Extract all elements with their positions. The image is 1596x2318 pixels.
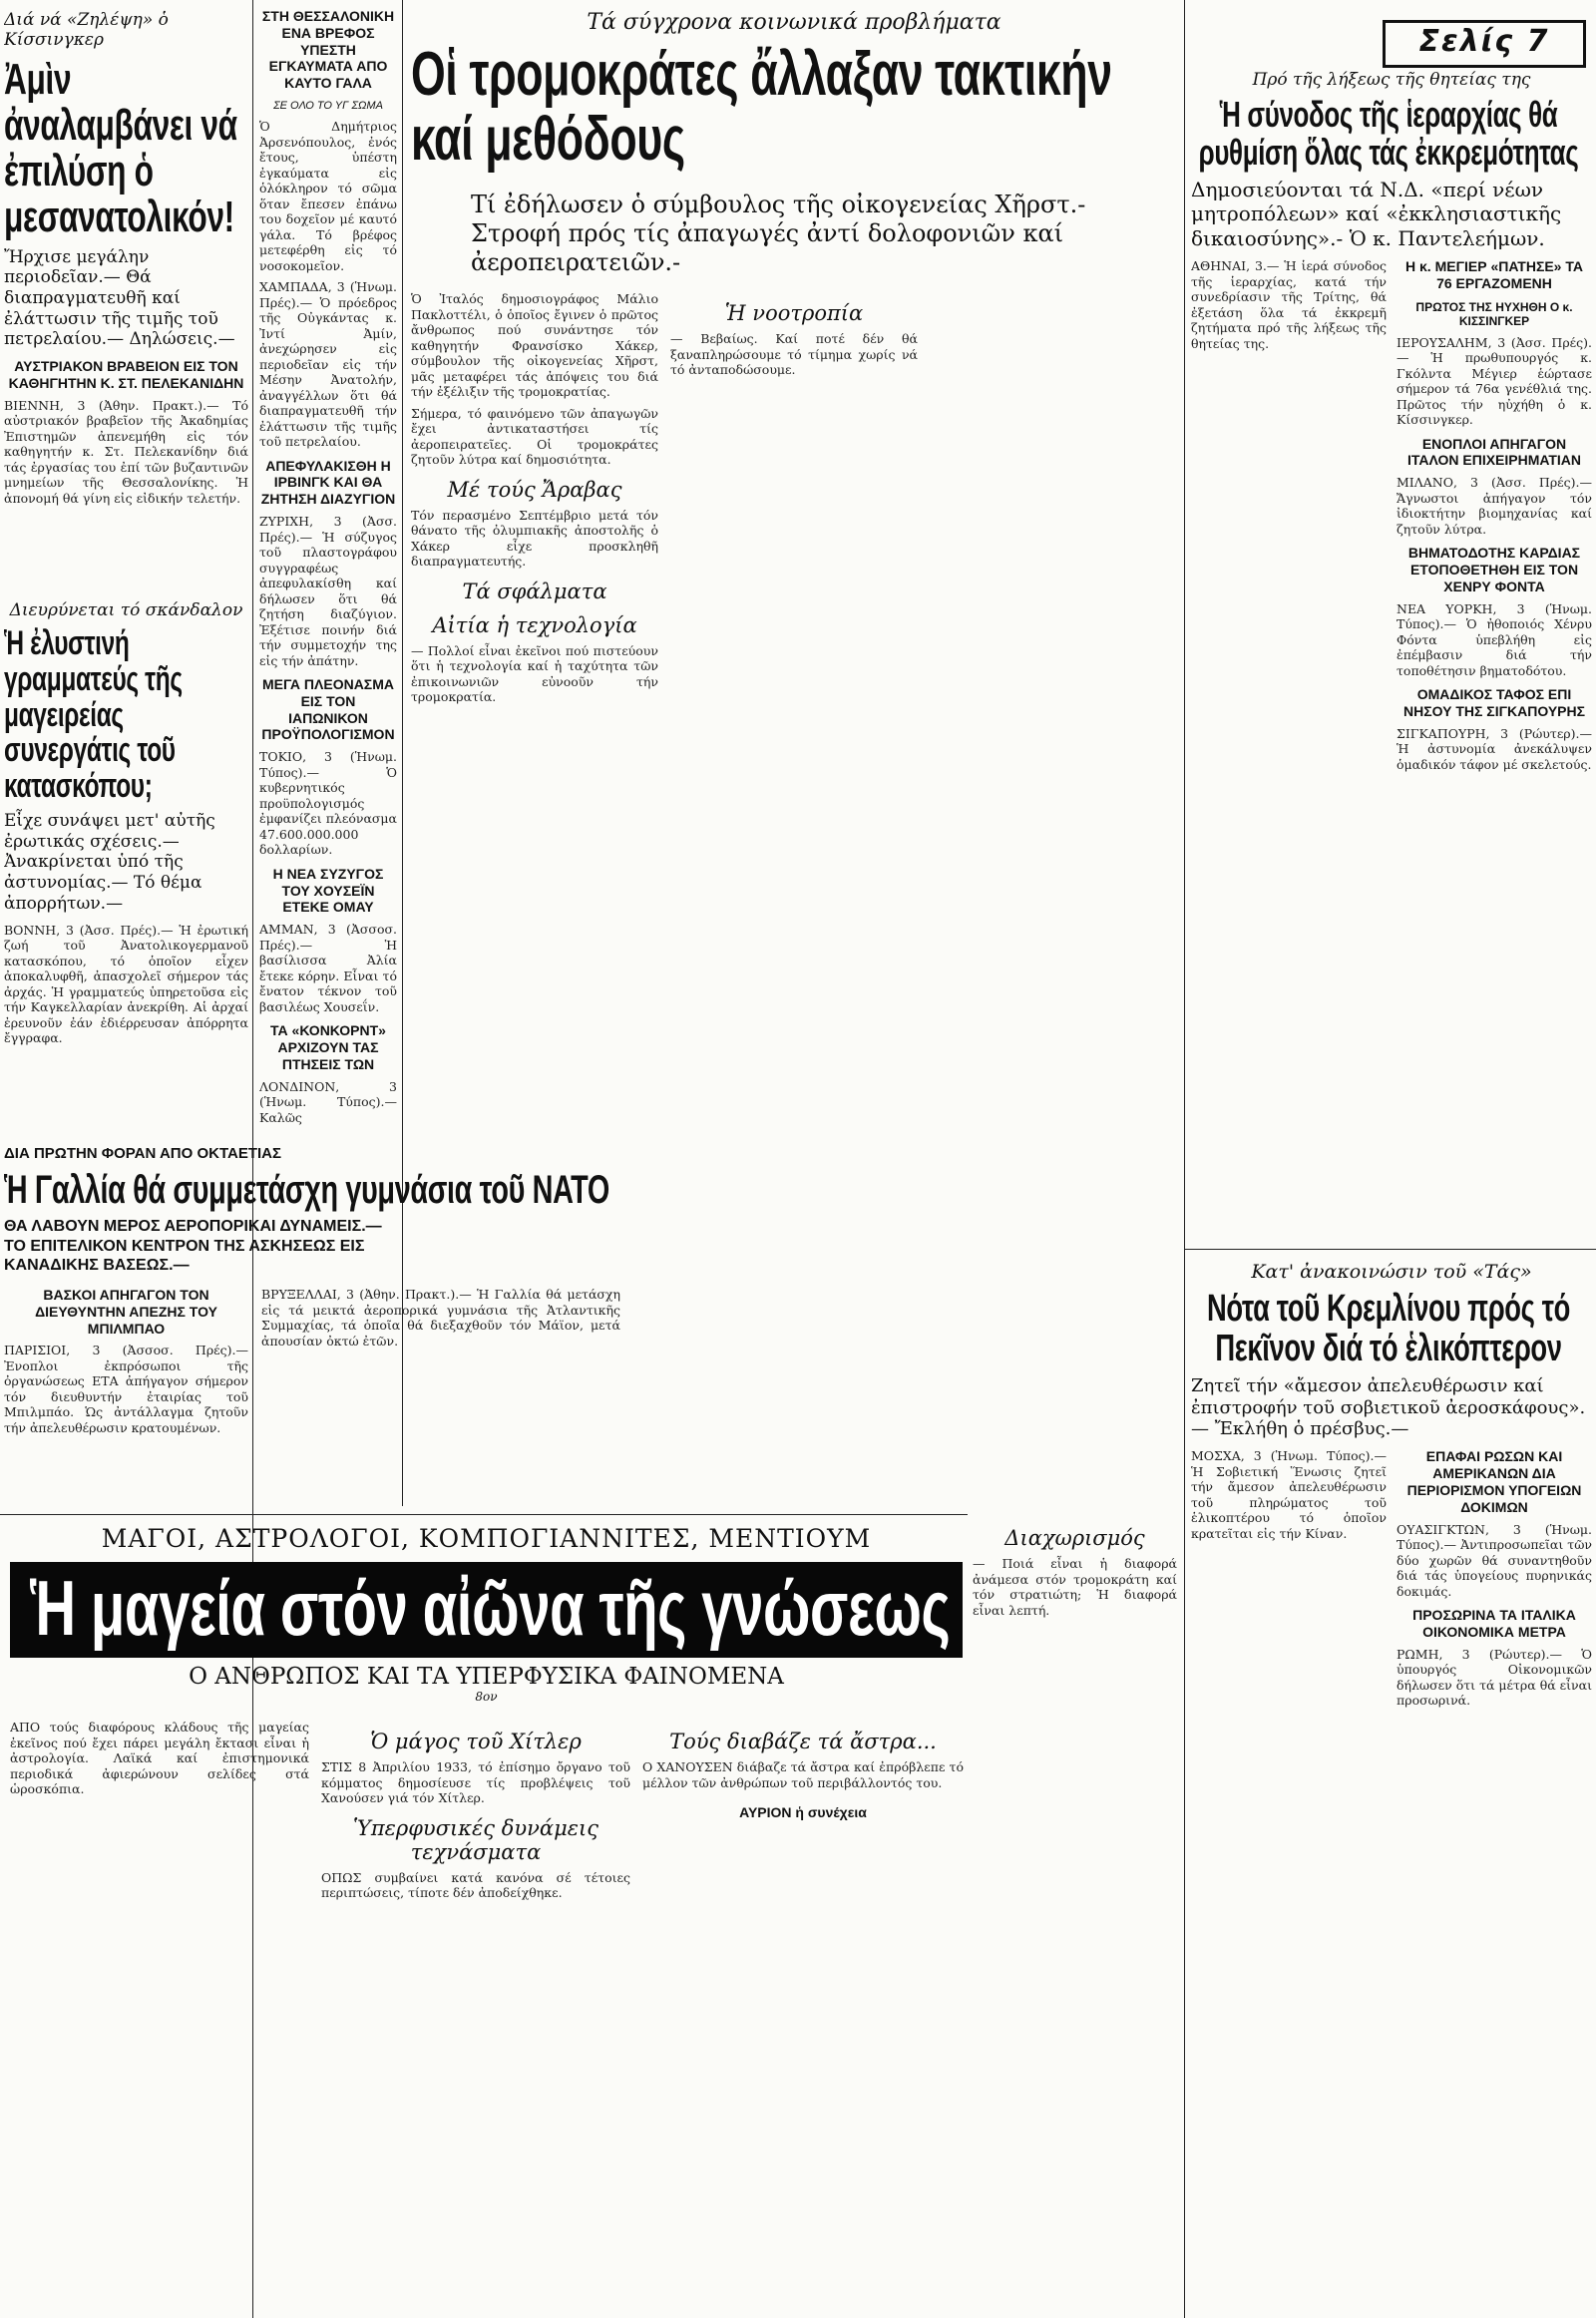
brief-head-4: Η ΝΕΑ ΣΥΖΥΓΟΣ ΤΟΥ ΧΟΥΣΕΪΝ ΕΤΕΚΕ ΟΜΑΥ (272, 865, 384, 916)
magic-sec-hitler: Ὁ μάγος τοῦ Χίτλερ (370, 1730, 582, 1753)
brief-head-3: ΜΕΓΑ ΠΛΕΟΝΑΣΜΑ ΕΙΣ ΤΟΝ ΙΑΠΩΝΙΚΟΝ ΠΡΟΫΠΟΛΟΓΙΣΜΟΝ (261, 676, 395, 743)
fonda-body: ΝΕΑ ΥΟΡΚΗ, 3 (Ἡνωμ. Τύπος).— Ὁ ἠθοποιός Χένρυ Φόντα ὑπεβλήθη εἰς ἐπέμβασιν διά τήν τοποθέτησιν βηματοδότου. (1396, 600, 1592, 678)
terror-body-c: Τόν περασμένο Σεπτέμβριο μετά τόν θάνατο τῆς ὀλυμπιακῆς ἀποστολῆς ὁ Χάκερ εἶχε προσκληθῆ διαπραγματευτής. (411, 507, 658, 570)
singapore-body: ΣΙΓΚΑΠΟΥΡΗ, 3 (Ρώυτερ).— Ἡ ἀστυνομία ἀνεκάλυψεν ὁμαδικόν τάφον μέ σκελετούς. (1396, 725, 1592, 772)
brief-body-2: ΧΑΜΠΑΔΑ, 3 (Ἡνωμ. Πρές).— Ὁ πρόεδρος τῆς Οὐγκάντας κ. Ἰντί Ἀμίν, ἀνεχώρησεν εἰς περιοδεῖαν εἰς τήν Μέσην Ἀνατολήν, ἀναγγέλλων ὅτι θά διαπραγματευθῆ τήν ἐλάττωσιν τῆς τιμῆς τοῦ πετρελαίου. (259, 279, 397, 450)
brief-body-6: ΛΟΝΔΙΝΟΝ, 3 (Ἡνωμ. Τύπος).— Καλῶς (259, 1078, 397, 1125)
synod-body: ΑΘΗΝΑΙ, 3.— Ἡ ἱερά σύνοδος τῆς ἱεραρχίας, κατά τήν συνεδρίασιν τῆς Τρίτης, θά ἐξετάση ὅλα τά ἐκκρεμῆ ζητήματα πρό τῆς λήξεως τῆς θητείας της. (1191, 258, 1387, 351)
terror-sec-technology: Αἰτία ἡ τεχνολογία (432, 612, 637, 637)
italy-measures-body: ΡΩΜΗ, 3 (Ρώυτερ).— Ὁ ὑπουργός Οἰκονομικῶν δήλωσεν ὅτι τά μέτρα θά εἶναι προσωρινά. (1396, 1646, 1592, 1709)
magic-sec-powers: Ὑπερφυσικές δυνάμεις τεχνάσματα (352, 1815, 599, 1864)
terror-sec-separation: Διαχωρισμός (1004, 1526, 1145, 1550)
magic-tail: ΑΥΡΙΟΝ ἡ συνέχεια (739, 1804, 867, 1820)
brief-body-3: ΖΥΡΙΧΗ, 3 (Ἀσσ. Πρές).— Ἡ σύζυγος τοῦ πλαστογράφου συγγραφέως ἀπεφυλακίσθη καί δήλωσεν ὅτι θά ζητήση διαζύγιον. Ἐξέτισε ποινήν διά τήν συμμετοχήν της εἰς τήν ἀπάτην. (259, 514, 397, 668)
nato-headline: Ἡ Γαλλία θά συμμετάσχη γυμνάσια τοῦ ΝΑΤΟ (4, 1168, 609, 1212)
kremlin-body: ΜΟΣΧΑ, 3 (Ἡνωμ. Τύπος).— Ἡ Σοβιετική Ἕνωσις ζητεῖ τήν ἄμεσον ἀπελευθέρωσιν τοῦ πληρώματος τοῦ ἑλικοπτέρου τό ὁποῖον κρατεῖται εἰς τήν Κίναν. (1191, 1448, 1387, 1541)
terror-subhead: Τί ἐδήλωσεν ὁ σύμβουλος τῆς οἰκογενείας Χῆρστ.- Στροφή πρός τίς ἀπαγωγές ἀντί δολοφονιῶν καί ἀεροπειρατειῶν.- (471, 190, 1086, 277)
magic-part: 8ον (475, 1690, 498, 1704)
meir-subhead: ΠΡΩΤΟΣ ΤΗΣ ΗΥΧΗΘΗ Ο κ. ΚΙΣΣΙΝΓΚΕΡ (1415, 299, 1573, 329)
brief-head-1: ΣΤΗ ΘΕΣΣΑΛΟΝΙΚΗ ΕΝΑ ΒΡΕΦΟΣ ΥΠΕΣΤΗ ΕΓΚΑΥΜΑΤΑ ΑΠΟ ΚΑΥΤΟ ΓΑΛΑ (261, 8, 395, 92)
terror-body-e: — Βεβαίως. Καί ποτέ δέν θά ξαναπληρώσουμε τό τίμημα χωρίς νά τό ἀνταποδώσουμε. (670, 331, 918, 378)
tests-body: ΟΥΑΣΙΓΚΤΩΝ, 3 (Ἡνωμ. Τύπος).— Ἀντιπροσωπεῖαι τῶν δύο χωρῶν θά συναντηθοῦν διά τάς ὑπογείους πυρηνικάς δοκιμάς. (1396, 1521, 1592, 1599)
kremlin-headline: Νότα τοῦ Κρεμλίνου πρός τό Πεκῖνον διά τό ἑλικόπτερον (1207, 1287, 1570, 1369)
kremlin-kicker: Κατ' ἀνακοινώσιν τοῦ «Τάς» (1251, 1261, 1532, 1283)
magic-col-1 (10, 1720, 309, 2314)
scandal-article (4, 598, 248, 1127)
tests-head: ΕΠΑΦΑΙ ΡΩΣΩΝ ΚΑΙ ΑΜΕΡΙΚΑΝΩΝ ΔΙΑ ΠΕΡΙΟΡΙΣΜΟΝ ΥΠΟΓΕΙΩΝ ΔΟΚΙΜΩΝ (1406, 1448, 1582, 1515)
meir-body: ΙΕΡΟΥΣΑΛΗΜ, 3 (Ἀσσ. Πρές).— Ἡ πρωθυπουργός κ. Γκόλντα Μέγιερ ἑώρτασε σήμερον τά 76α γενέθλιά της. Πρῶτος τήν ηὐχήθη ὁ κ. Κίσσινγκερ. (1396, 334, 1592, 428)
scandal-subhead: Εἶχε συνάψει μετ' αὐτῆς ἐρωτικάς σχέσεις.— Ἀνακρίνεται ὑπό τῆς ἀστυνομίας.— Τό θέμα ἀπορρήτων.— (4, 810, 215, 914)
magic-body-a: ΑΠΟ τούς διαφόρους κλάδους τῆς μαγείας ἐκεῖνος πού ἔχει πάρει μεγάλη ἔκτασι εἶναι ἡ ἀστρολογία. Λαϊκά καί ἐπιστημονικά περιοδικά ἀφιερώνουν σελίδες στά ὡροσκόπια. (10, 1720, 309, 1796)
brief-body-1: Ὁ Δημήτριος Ἀρσενόπουλος, ἐνός ἔτους, ὑπέστη ἐγκαύματα εἰς ὁλόκληρον τό σῶμα ὅταν ἔπεσεν ἐπάνω του δοχεῖον μέ καυτό γάλα. Τό βρέφος μετεφέρθη εἰς τό νοσοκομεῖον. (259, 119, 397, 273)
terror-sec-mentality: Ἡ νοοτροπία (724, 301, 864, 326)
terror-body-f: — Ποιά εἶναι ἡ διαφορά ἀνάμεσα στόν τρομοκράτη καί τόν στρατιώτη; Ἡ διαφορά εἶναι λεπτή. (973, 1556, 1177, 1618)
rule-2 (402, 0, 403, 1506)
magic-subline: Ο ΑΝΘΡΩΠΟΣ ΚΑΙ ΤΑ ΥΠΕΡΦΥΣΙΚΑ ΦΑΙΝΟΜΕΝΑ (189, 1664, 784, 1690)
magic-body-b: ΣΤΙΣ 8 Ἀπριλίου 1933, τό ἐπίσημο ὄργανο τοῦ κόμματος δημοσίευσε τίς προβλέψεις τοῦ Χανούσεν γιά τόν Χίτλερ. (321, 1759, 630, 1805)
nato-kicker: ΔΙΑ ΠΡΩΤΗΝ ΦΟΡΑΝ ΑΠΟ ΟΚΤΑΕΤΙΑΣ (4, 1145, 282, 1162)
fonda-head: ΒΗΜΑΤΟΔΟΤΗΣ ΚΑΡΔΙΑΣ ΕΤΟΠΟΘΕΤΗΘΗ ΕΙΣ ΤΟΝ ΧΕΝΡΥ ΦΟΝΤΑ (1407, 545, 1581, 594)
italy-kidnap-body: ΜΙΛΑΝΟ, 3 (Ἀσσ. Πρές).— Ἄγνωστοι ἀπήγαγον τόν ἰδιοκτήτην βιομηχανίας καί ζητοῦν λύτρα. (1396, 475, 1592, 537)
terror-body-d: — Πολλοί εἶναι ἐκεῖνοι πού πιστεύουν ὅτι ἡ τεχνολογία καί ἡ ταχύτητα τῶν ἐπικοινωνιῶν εὐνοοῦν τήν τρομοκρατία. (411, 642, 658, 705)
rule-3 (1184, 0, 1185, 2318)
terror-headline: Οἱ τρομοκράτες ἄλλαξαν τακτικήν καί μεθόδους (411, 40, 1112, 175)
award-body: ΒΙΕΝΝΗ, 3 (Ἀθην. Πρακτ.).— Τό αὐστριακόν βραβεῖον τῆς Ἀκαδημίας Ἐπιστημῶν ἀπενεμήθη εἰς τόν καθηγητήν κ. Στ. Πελεκανίδην διά τάς ἐργασίας του ἐπί τῶν βυζαντινῶν μνημείων τῆς Θεσσαλονίκης. Ἡ ἀπονομή θά γίνη εἰς εἰδικήν τελετήν. (4, 397, 248, 506)
synod-kicker: Πρό τῆς λήξεως τῆς θητείας της (1252, 70, 1531, 90)
rule-magic-top (0, 1514, 968, 1515)
page-label: Σελίς 7 (1383, 20, 1586, 68)
basque-head: ΒΑΣΚΟΙ ΑΠΗΓΑΓΟΝ ΤΟΝ ΔΙΕΥΘΥΝΤΗΝ ΑΠΕΖΗΣ ΤΟΥ ΜΠΙΛΜΠΑΟ (35, 1287, 217, 1337)
synod-headline: Ἡ σύνοδος τῆς ἱεραρχίας θά ρυθμίση ὅλας τάς ἐκκρεμότητας (1198, 94, 1579, 174)
magic-headline: Ἡ μαγεία στόν αἰῶνα τῆς γνώσεως (30, 1564, 951, 1652)
basque-body: ΠΑΡΙΣΙΟΙ, 3 (Ἀσσοσ. Πρές).— Ἐνοπλοι ἐκπρόσωποι τῆς ὀργανώσεως ΕΤΑ ἀπήγαγον σήμερον τόν διευθυντήν ἐταιρίας τοῦ Μπιλμπάο. Ὡς ἀντάλλαγμα ζητοῦν τήν ἀπελευθέρωσιν κρατουμένων. (4, 1343, 248, 1435)
brief-byline: ΣΕ ΟΛΟ ΤΟ ΥΓ ΣΩΜΑ (273, 99, 383, 112)
scandal-kicker: Διευρύνεται τό σκάνδαλον (9, 600, 243, 620)
brief-head-5: ΤΑ «ΚΟΝΚΟΡΝΤ» ΑΡΧΙΖΟΥΝ ΤΑΣ ΠΤΗΣΕΙΣ ΤΩΝ (270, 1022, 386, 1072)
italy-kidnap-head: ΕΝΟΠΛΟΙ ΑΠΗΓΑΓΟΝ ΙΤΑΛΟΝ ΕΠΙΧΕΙΡΗΜΑΤΙΑΝ (1407, 435, 1581, 469)
amin-article (4, 8, 248, 547)
award-head: ΑΥΣΤΡΙΑΚΟΝ ΒΡΑΒΕΙΟΝ ΕΙΣ ΤΟΝ ΚΑΘΗΓΗΤΗΝ Κ. ΣΤ. ΠΕΛΕΚΑΝΙΔΗΝ (8, 358, 244, 391)
amin-kicker: Διά νά «Ζηλέψη» ὁ Κίσσινγκερ (4, 10, 169, 51)
terror-body-b: Σήμερα, τό φαινόμενο τῶν ἀπαγωγῶν ἔχει ἀντικαταστήσει τίς ἀεροπειρατεῖες. Οἱ τρομοκράτες ζητοῦν λύτρα καί δημοσιότητα. (411, 405, 658, 468)
terror-kicker: Τά σύγχρονα κοινωνικά προβλήματα (587, 10, 1001, 35)
synod-article (1191, 68, 1592, 1245)
brief-head-2: ΑΠΕΦΥΛΑΚΙΣΘΗ Η ΙΡΒΙΝΓΚ ΚΑΙ ΘΑ ΖΗΤΗΣΗ ΔΙΑΖΥΓΙΟΝ (260, 457, 396, 508)
magic-body-c: ΟΠΩΣ συμβαίνει κατά κανόνα σέ τέτοιες περιπτώσεις, τίποτε δέν ἀποδείχθηκε. (321, 1869, 630, 1900)
rule-kremlin-top (1185, 1249, 1596, 1250)
scandal-body: ΒΟΝΝΗ, 3 (Ἀσσ. Πρές).— Ἡ ἐρωτική ζωή τοῦ Ἀνατολικογερμανοῦ κατασκόπου, τό ὁποῖον εἶχεν ἀποκαλυφθῆ, ἀπασχολεῖ σήμερον τάς ἀρχάς. Ἡ γραμματεύς ὑπηρετοῦσα εἰς τήν Καγκελλαρίαν ἀνεκρίθη. Αἱ ἀρχαί ἐρευνοῦν ἐάν ἐδιέρρευσαν ἀπόρρητα ἔγγραφα. (4, 922, 248, 1045)
terror-sec-mistakes: Τά σφάλματα (462, 579, 607, 603)
italy-measures-head: ΠΡΟΣΩΡΙΝΑ ΤΑ ΙΤΑΛΙΚΑ ΟΙΚΟΝΟΜΙΚΑ ΜΕΤΡΑ (1412, 1607, 1576, 1640)
nato-subhead: ΘΑ ΛΑΒΟΥΝ ΜΕΡΟΣ ΑΕΡΟΠΟΡΙΚΑΙ ΔΥΝΑΜΕΙΣ.— ΤΟ ΕΠΙΤΕΛΙΚΟΝ ΚΕΝΤΡΟΝ ΤΗΣ ΑΣΚΗΣΕΩΣ ΕΙΣ ΚΑΝΑΔΙΚΗΣ ΒΑΣΕΩΣ.— (4, 1218, 382, 1275)
magic-body-g: Ο ΧΑΝΟΥΣΕΝ διάβαζε τά ἄστρα καί ἐπρόβλεπε τό μέλλον τῶν ἀνθρώπων τοῦ περιβάλλοντός του. (642, 1759, 964, 1790)
magic-sec-stars: Τούς διαβάζε τά ἄστρα... (669, 1730, 937, 1753)
synod-subhead: Δημοσιεύονται τά Ν.Δ. «περί νέων μητροπόλεων» καί «ἐκκλησιαστικῆς δικαιοσύνης».- Ὁ κ. Παντελεήμων. (1191, 177, 1562, 250)
amin-headline: Ἀμὶν ἀναλαμβάνει νά ἐπιλύση ὁ μεσανατολικόν! (4, 54, 237, 242)
terror-article (411, 8, 1177, 1504)
terror-body-a: Ὁ Ἰταλός δημοσιογράφος Μάλιο Πακλοττέλι, ὁ ὁποῖος ἔγινεν ὁ πρῶτος ἄνθρωπος πού συνάντησε τόν καθηγητήν Φρανσίσκο Χάκερ, σύμβουλον τῆς οἰκογενείας Χῆρστ, μᾶς μεταφέρει τάς ἀπόψεις του διά τήν ἐξέλιξιν τῆς τρομοκρατίας. (411, 291, 658, 400)
magic-subline-wrap (10, 1664, 963, 1716)
magic-banner (10, 1562, 963, 1658)
magic-col-3 (642, 1720, 964, 2314)
basque-article (4, 1279, 248, 1508)
terror-continued (973, 1516, 1177, 2314)
terror-sec-arabs: Μέ τούς Ἄραβας (447, 477, 622, 502)
meir-head: Η κ. ΜΕΓΙΕΡ «ΠΑΤΗΣΕ» ΤΑ 76 ΕΡΓΑΖΟΜΕΝΗ (1404, 258, 1583, 291)
magic-col-2 (321, 1720, 630, 2314)
magic-topline (10, 1524, 963, 1556)
nato-body: ΒΡΥΞΕΛΛΑΙ, 3 (Ἀθην. Πρακτ.).— Ἡ Γαλλία θά μετάσχη εἰς τά μεικτά ἀεροπορικά γυμνάσια τῆς Ἀτλαντικῆς Συμμαχίας, τά ὁποῖα θά διεξαχθοῦν τόν Μάϊον, μετά ἀπουσίαν ὀκτώ ἐτῶν. (261, 1287, 620, 1349)
amin-subhead: Ἤρχισε μεγάλην περιοδεῖαν.— Θά διαπραγματευθῆ καί ἐλάττωσιν τῆς τιμῆς τοῦ πετρελαίου.— Δηλώσεις.— (4, 246, 235, 350)
brief-body-5: ΑΜΜΑΝ, 3 (Ἀσσοσ. Πρές).— Ἡ βασίλισσα Ἀλία ἔτεκε κόρην. Εἶναι τό ἔνατον τέκνον τοῦ βασιλέως Χουσεΐν. (259, 922, 397, 1014)
brief-body-4: ΤΟΚΙΟ, 3 (Ἡνωμ. Τύπος).— Ὁ κυβερνητικός προϋπολογισμός ἐμφανίζει πλεόνασμα 47.600.000.000 δολλαρίων. (259, 749, 397, 858)
briefs-column (259, 8, 397, 1125)
kremlin-article (1191, 1259, 1592, 2314)
singapore-head: ΟΜΑΔΙΚΟΣ ΤΑΦΟΣ ΕΠΙ ΝΗΣΟΥ ΤΗΣ ΣΙΓΚΑΠΟΥΡΗΣ (1402, 686, 1586, 719)
kremlin-subhead: Ζητεῖ τήν «ἄμεσον ἀπελευθέρωσιν καί ἐπιστροφήν τοῦ σοβιετικοῦ ἀεροσκάφους».— Ἔκλήθη ὁ πρέσβυς.— (1191, 1374, 1586, 1440)
magic-topline-text: ΜΑΓΟΙ, ΑΣΤΡΟΛΟΓΟΙ, ΚΟΜΠΟΓΙΑΝΝΙΤΕΣ, ΜΕΝΤΙΟΥΜ (101, 1524, 872, 1553)
scandal-headline: Ἡ ἐλυστινή γραμματεύς τῆς μαγειρείας συνεργάτις τοῦ κατασκόπου; (4, 624, 183, 806)
